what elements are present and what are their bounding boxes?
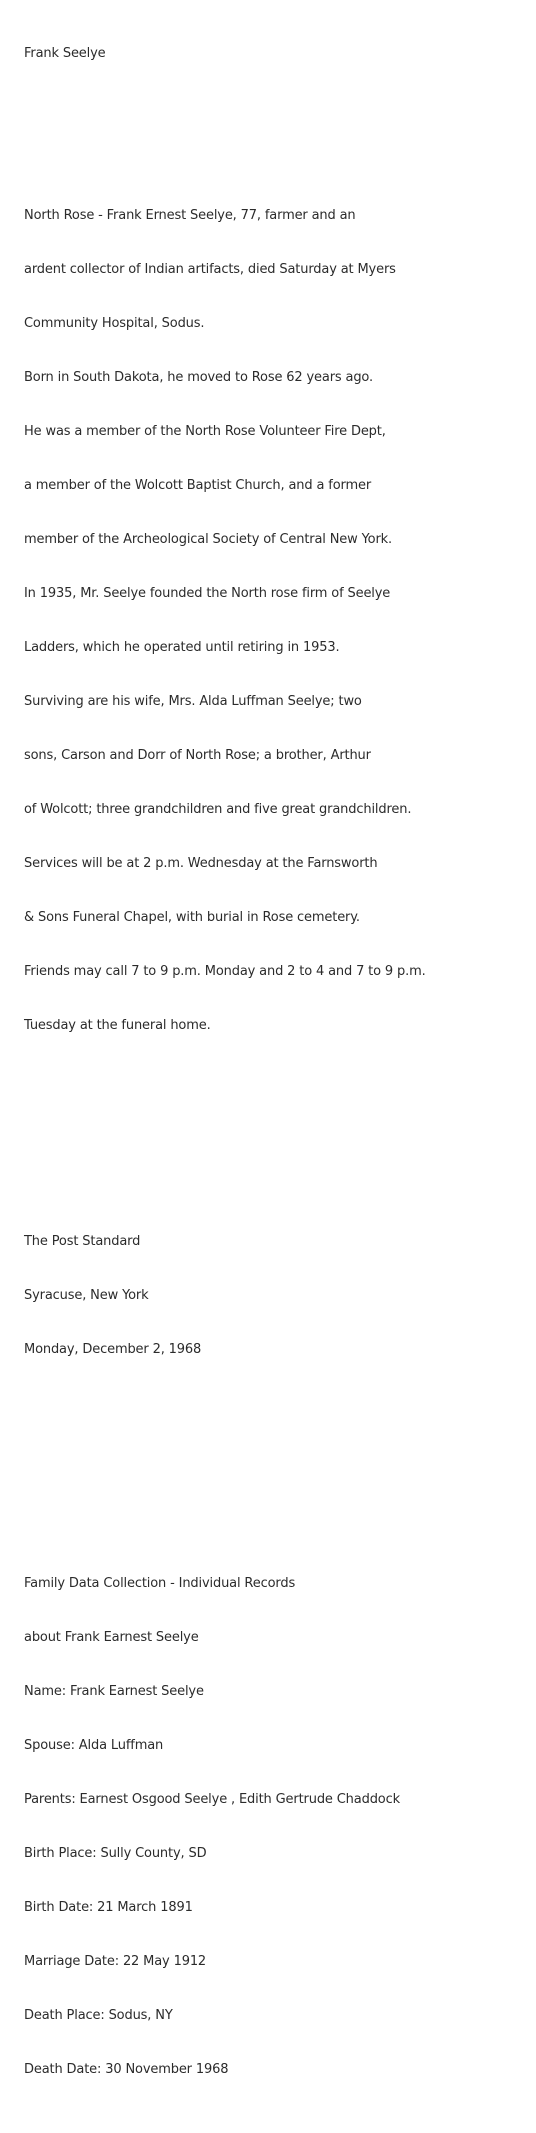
obituary-text	[24, 171, 529, 1071]
obituary-line: North Rose - Frank Ernest Seelye, 77, farmer and an	[24, 208, 356, 223]
source-citation	[24, 1197, 529, 1395]
record-death-date: Death Date: 30 November 1968	[24, 2062, 229, 2077]
obituary-line: & Sons Funeral Chapel, with burial in Rose cemetery.	[24, 910, 360, 925]
record-parents: Parents: Earnest Osgood Seelye , Edith Gertrude Chaddock	[24, 1792, 400, 1807]
obituary-line: Tuesday at the funeral home.	[24, 1018, 211, 1033]
obituary-line: Community Hospital, Sodus.	[24, 316, 205, 331]
record-death-place: Death Place: Sodus, NY	[24, 2008, 173, 2023]
obituary-line: a member of the Wolcott Baptist Church, and a former	[24, 478, 372, 493]
obituary-line: ardent collector of Indian artifacts, died Saturday at Myers	[24, 262, 396, 277]
obituary-line: Surviving are his wife, Mrs. Alda Luffman Seelye; two	[24, 694, 362, 709]
publication-date: Monday, December 2, 1968	[24, 1342, 202, 1357]
obituary-line: sons, Carson and Dorr of North Rose; a brother, Arthur	[24, 748, 371, 763]
record-birth-date: Birth Date: 21 March 1891	[24, 1900, 193, 1915]
record-spouse: Spouse: Alda Luffman	[24, 1738, 164, 1753]
obituary-line: Friends may call 7 to 9 p.m. Monday and 2 to 4 and 7 to 9 p.m.	[24, 964, 426, 979]
obituary-line: He was a member of the North Rose Volunteer Fire Dept,	[24, 424, 386, 439]
obituary-line: of Wolcott; three grandchildren and five great grandchildren.	[24, 802, 412, 817]
document-heading: Frank Seelye	[24, 46, 106, 61]
family-record	[24, 1539, 529, 2115]
newspaper-name: The Post Standard	[24, 1234, 141, 1249]
newspaper-location: Syracuse, New York	[24, 1288, 149, 1303]
obituary-line: Born in South Dakota, he moved to Rose 62 years ago.	[24, 370, 373, 385]
obituary-line: Services will be at 2 p.m. Wednesday at the Farnsworth	[24, 856, 378, 871]
obituary-line: Ladders, which he operated until retiring in 1953.	[24, 640, 340, 655]
spacer	[24, 99, 529, 117]
record-marriage-date: Marriage Date: 22 May 1912	[24, 1954, 207, 1969]
obituary-line: member of the Archeological Society of Central New York.	[24, 532, 393, 547]
record-title: Family Data Collection - Individual Records	[24, 1576, 296, 1591]
document-body	[24, 9, 529, 2133]
record-name: Name: Frank Earnest Seelye	[24, 1684, 204, 1699]
spacer	[24, 1449, 529, 1485]
record-birth-place: Birth Place: Sully County, SD	[24, 1846, 207, 1861]
record-subject: about Frank Earnest Seelye	[24, 1630, 199, 1645]
obituary-line: In 1935, Mr. Seelye founded the North rose firm of Seelye	[24, 586, 391, 601]
spacer	[24, 1125, 529, 1143]
